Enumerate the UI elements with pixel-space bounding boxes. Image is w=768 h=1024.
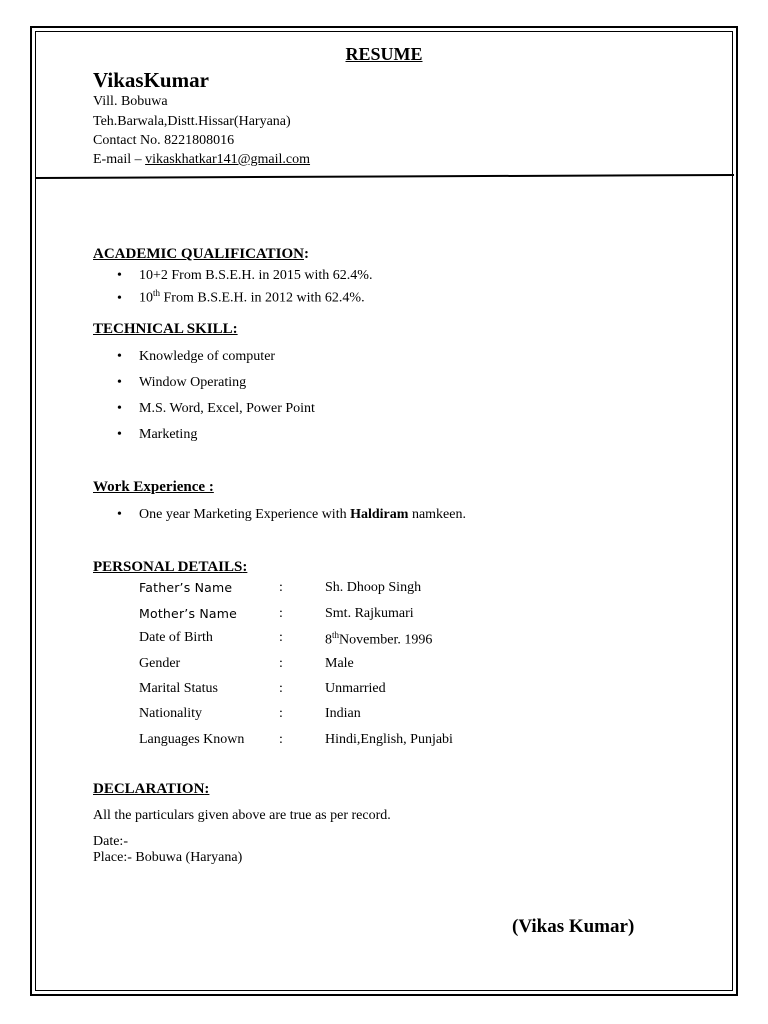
detail-separator: : — [279, 630, 283, 645]
detail-label: Marital Status — [139, 681, 218, 696]
bullet-icon: • — [117, 349, 122, 364]
list-item: • M.S. Word, Excel, Power Point — [117, 401, 315, 416]
bullet-icon: • — [117, 427, 122, 442]
list-item: • 10+2 From B.S.E.H. in 2015 with 62.4%. — [117, 268, 373, 283]
bullet-icon: • — [117, 401, 122, 416]
resume-title: RESUME — [345, 44, 423, 64]
work-heading: Work Experience : — [93, 479, 214, 495]
contact-number: Contact No. 8221808016 — [93, 133, 235, 148]
detail-value: 8thNovember. 1996 — [325, 630, 433, 648]
list-item: • Marketing — [117, 427, 198, 442]
address-village: Vill. Bobuwa — [93, 94, 168, 109]
detail-label: Nationality — [139, 706, 202, 721]
detail-separator: : — [279, 606, 283, 621]
bullet-icon: • — [117, 375, 122, 390]
detail-label: Father’s Name — [139, 580, 233, 595]
detail-value: Indian — [325, 706, 361, 721]
declaration-place: Place:- Bobuwa (Haryana) — [93, 850, 243, 865]
declaration-heading: DECLARATION: — [93, 781, 210, 797]
list-item: • Knowledge of computer — [117, 349, 276, 364]
detail-label: Languages Known — [139, 732, 245, 747]
detail-separator: : — [279, 580, 283, 595]
signature-name: (Vikas Kumar) — [512, 916, 635, 937]
bullet-icon: • — [117, 507, 122, 522]
address-district: Teh.Barwala,Distt.Hissar(Haryana) — [93, 114, 291, 129]
email-link[interactable]: vikaskhatkar141@gmail.com — [145, 152, 311, 167]
technical-heading: TECHNICAL SKILL: — [93, 321, 238, 337]
detail-label: Mother’s Name — [139, 606, 238, 621]
email-line — [93, 152, 310, 168]
detail-separator: : — [279, 656, 283, 671]
candidate-name: VikasKumar — [93, 68, 209, 92]
detail-value: Smt. Rajkumari — [325, 606, 414, 621]
bullet-icon: • — [117, 290, 122, 306]
detail-value: Male — [325, 656, 354, 671]
detail-value: Hindi,English, Punjabi — [325, 732, 453, 747]
declaration-date: Date:- — [93, 834, 128, 849]
detail-separator: : — [279, 681, 283, 696]
detail-separator: : — [279, 732, 283, 747]
list-item: • One year Marketing Experience with Haldiram namkeen. — [117, 507, 466, 522]
list-item: • Window Operating — [117, 375, 247, 390]
bullet-icon: • — [117, 268, 122, 283]
detail-label: Gender — [139, 656, 181, 671]
email-prefix: E-mail – — [93, 152, 146, 167]
academic-heading: ACADEMIC QUALIFICATION: — [93, 246, 309, 262]
detail-separator: : — [279, 706, 283, 721]
list-item: • 10th From B.S.E.H. in 2012 with 62.4%. — [117, 288, 365, 306]
detail-value: Sh. Dhoop Singh — [325, 580, 422, 595]
detail-value: Unmarried — [325, 681, 386, 696]
personal-heading: PERSONAL DETAILS: — [93, 559, 248, 575]
declaration-text: All the particulars given above are true as per record. — [93, 808, 391, 823]
detail-label: Date of Birth — [139, 630, 213, 645]
